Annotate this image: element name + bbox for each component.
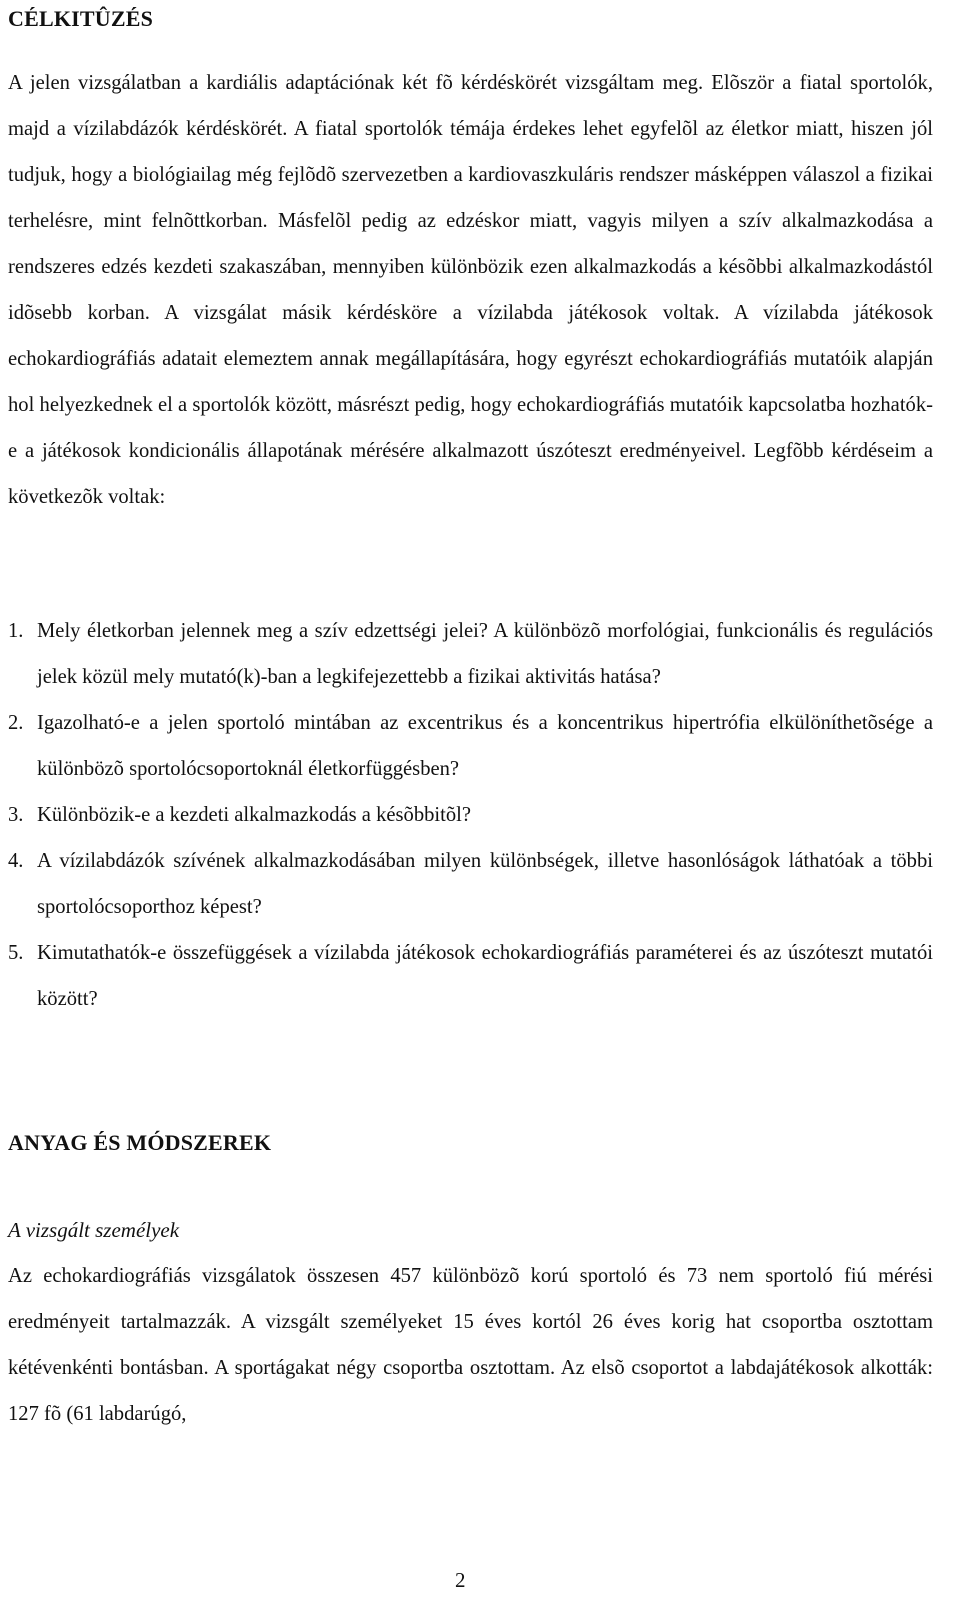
list-item-text: Kimutathatók-e összefüggések a vízilabda játékosok echokardiográfiás paraméterei és az úszóteszt mutatói között? bbox=[37, 942, 933, 1010]
list-item bbox=[8, 608, 933, 700]
list-item-text: Igazolható-e a jelen sportoló mintában az excentrikus és a koncentrikus hipertrófia elkülöníthetõsége a különbözõ sportolócsoportoknál életkorfüggésben? bbox=[37, 712, 933, 780]
list-item-number: 5. bbox=[8, 942, 24, 964]
list-item-number: 3. bbox=[8, 804, 24, 826]
section-heading-celkituzes: CÉLKITÛZÉS bbox=[8, 6, 154, 31]
list-item bbox=[8, 700, 933, 792]
subsection-heading: A vizsgált személyek bbox=[8, 1218, 180, 1242]
list-item-number: 4. bbox=[8, 850, 24, 872]
intro-paragraph: A jelen vizsgálatban a kardiális adaptációnak két fõ kérdéskörét vizsgáltam meg. Elõször a fiatal sportolók, majd a vízilabdázók kérdéskörét. A fiatal sportolók témája érdekes lehet egyfelõl az életkor miatt, hiszen jól tudjuk, hogy a biológiailag még fejlõdõ szervezetben a kardiovaszkuláris rendszer másképpen válaszol a fizikai terhelésre, mint felnõttkorban. Másfelõl pedig az edzéskor miatt, vagyis milyen a szív alkalmazkodása a rendszeres edzés kezdeti szakaszában, mennyiben különbözik ezen alkalmazkodás a késõbbi alkalmazkodástól idõsebb korban. A vizsgálat másik kérdésköre a vízilabda játékosok voltak. A vízilabda játékosok echokardiográfiás adatait elemeztem annak megállapítására, hogy egyrészt echokardiográfiás mutatóik alapján hol helyezkednek el a sportolók között, másrészt pedig, hogy echokardiográfiás mutatóik kapcsolatba hozhatók-e a játékosok kondicionális állapotának mérésére alkalmazott úszóteszt eredményeivel. Legfõbb kérdéseim a következõk voltak: bbox=[8, 72, 933, 508]
section-heading-anyag-es-modszerek: ANYAG ÉS MÓDSZEREK bbox=[8, 1130, 272, 1155]
research-questions-list bbox=[8, 608, 933, 1022]
list-item-text: Különbözik-e a kezdeti alkalmazkodás a késõbbitõl? bbox=[37, 804, 472, 826]
methods-paragraph: Az echokardiográfiás vizsgálatok összesen 457 különbözõ korú sportoló és 73 nem sportoló fiú mérési eredményeit tartalmazzák. A vizsgált személyeket 15 éves kortól 26 éves korig hat csoportba osztottam kétévenkénti bontásban. A sportágakat négy csoportba osztottam. Az elsõ csoportot a labdajátékosok alkották: 127 fõ (61 labdarúgó, bbox=[8, 1265, 933, 1425]
list-item-number: 1. bbox=[8, 620, 24, 642]
list-item bbox=[8, 792, 933, 838]
list-item bbox=[8, 838, 933, 930]
list-item bbox=[8, 930, 933, 1022]
list-item-text: A vízilabdázók szívének alkalmazkodásában milyen különbségek, illetve hasonlóságok láthatóak a többi sportolócsoporthoz képest? bbox=[37, 850, 933, 918]
list-item-text: Mely életkorban jelennek meg a szív edzettségi jelei? A különbözõ morfológiai, funkcionális és regulációs jelek közül mely mutató(k)-ban a legkifejezettebb a fizikai aktivitás hatása? bbox=[37, 620, 933, 688]
list-item-number: 2. bbox=[8, 712, 24, 734]
page-number: 2 bbox=[455, 1568, 466, 1592]
